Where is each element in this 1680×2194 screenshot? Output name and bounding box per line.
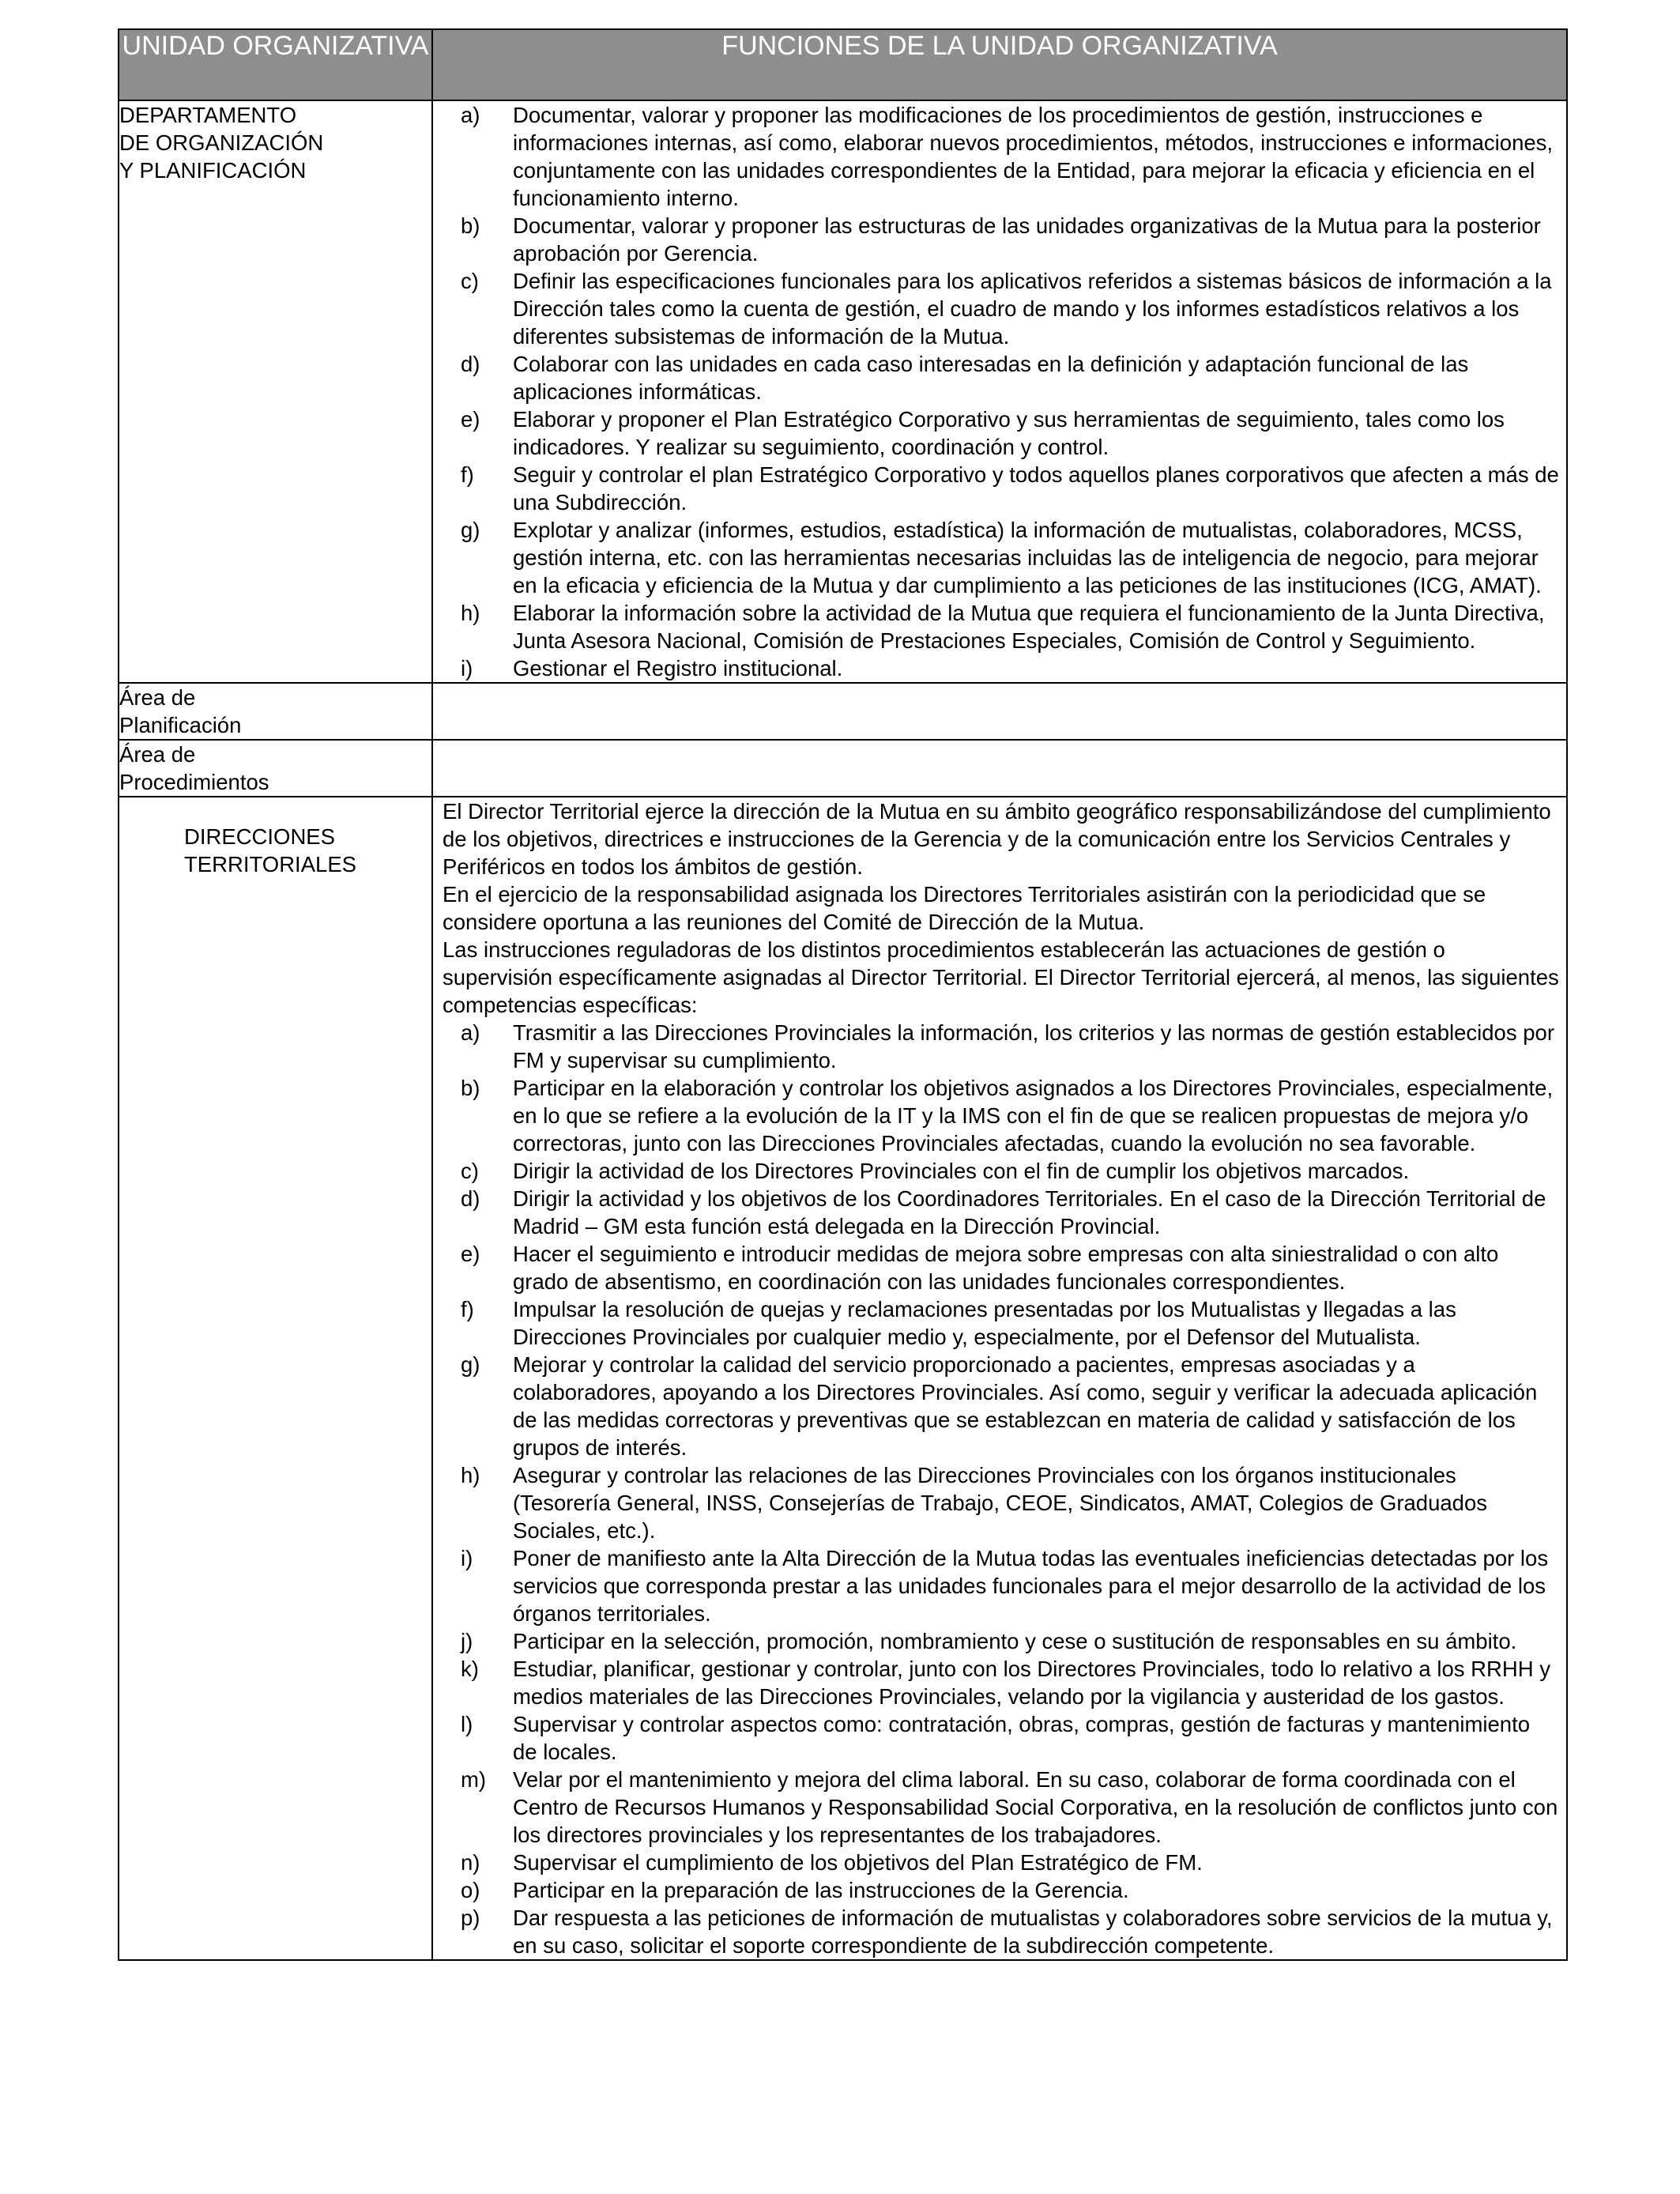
functions-departamento [432, 100, 1567, 683]
function-label: d) [461, 352, 480, 376]
function-item [433, 654, 1566, 682]
function-item [433, 1544, 1566, 1627]
row-departamento [119, 100, 1567, 683]
function-item [433, 599, 1566, 654]
intro-paragraph: Las instrucciones reguladoras de los distintos procedimientos establecerán las actuaciones de gestión o supervisión específicamente asignadas al Director Territorial. El Director Territorial ejercerá, al menos, las siguientes competencias específicas: [443, 937, 1559, 1017]
function-item [433, 1849, 1566, 1876]
function-label: f) [461, 1297, 474, 1321]
function-label: g) [461, 518, 480, 542]
function-label: j) [461, 1629, 473, 1653]
function-text: Mejorar y controlar la calidad del servicio proporcionado a pacientes, empresas asociadas y a colaboradores, apoyando a los Directores Provinciales. Así como, seguir y verificar la adecuada aplicación de las medidas correctoras y preventivas que se establezcan en materia de calidad y satisfacción de los grupos de interés. [513, 1352, 1538, 1460]
function-text: Supervisar el cumplimiento de los objetivos del Plan Estratégico de FM. [513, 1850, 1203, 1875]
function-text: Seguir y controlar el plan Estratégico Corporativo y todos aquellos planes corporativos que afecten a más de una Subdirección. [513, 462, 1559, 515]
function-item [433, 267, 1566, 350]
function-text: Gestionar el Registro institucional. [513, 656, 843, 680]
function-text: Participar en la elaboración y controlar los objetivos asignados a los Directores Provinciales, especialmente, en lo que se refiere a la evolución de la IT y la IMS con el fin de que se realicen propuestas de mejora y/o correctoras, junto con las Direcciones Provinciales afectadas, cuando la evolución no sea favorable. [513, 1076, 1554, 1155]
function-text: Trasmitir a las Direcciones Provinciales la información, los criterios y las normas de gestión establecidos por FM y supervisar su cumplimiento. [513, 1020, 1554, 1072]
functions-area-planificacion [432, 683, 1567, 740]
function-text: Elaborar la información sobre la actividad de la Mutua que requiera el funcionamiento de la Junta Directiva, Junta Asesora Nacional, Comisión de Prestaciones Especiales, Comisión de Control y Seguimiento. [513, 601, 1545, 653]
function-label: c) [461, 1159, 479, 1183]
function-item [433, 1876, 1566, 1904]
function-label: k) [461, 1657, 479, 1681]
function-text: Documentar, valorar y proponer las estructuras de las unidades organizativas de la Mutua para la posterior aprobación por Gerencia. [513, 213, 1541, 266]
function-text: Estudiar, planificar, gestionar y controlar, junto con los Directores Provinciales, todo lo relativo a los RRHH y medios materiales de las Direcciones Provinciales, velando por la vigilancia y austeridad de los gastos. [513, 1657, 1550, 1709]
function-label: n) [461, 1850, 480, 1875]
header-unit: UNIDAD ORGANIZATIVA [119, 29, 432, 100]
header-row [119, 29, 1567, 100]
function-label: l) [461, 1712, 473, 1736]
function-item [433, 1766, 1566, 1849]
function-label: c) [461, 269, 479, 293]
function-label: a) [461, 103, 480, 127]
function-label: b) [461, 213, 480, 238]
function-label: g) [461, 1352, 480, 1377]
functions-direcciones [432, 797, 1567, 1960]
area-name-planificacion: Área de Planificación [119, 685, 242, 737]
function-item [433, 1461, 1566, 1544]
unit-name-direcciones: DIRECCIONES TERRITORIALES [184, 824, 357, 876]
function-item [433, 405, 1566, 461]
function-text: Colaborar con las unidades en cada caso interesadas en la definición y adaptación funcional de las aplicaciones informáticas. [513, 352, 1469, 404]
function-label: f) [461, 462, 474, 487]
function-item [433, 1074, 1566, 1157]
intro-paragraph: El Director Territorial ejerce la dirección de la Mutua en su ámbito geográfico responsabilizándose del cumplimiento de los objetivos, directrices e instrucciones de la Gerencia y de la comunicación entre los Servicios Centrales y Periféricos en todos los ámbitos de gestión. [443, 799, 1551, 879]
function-text: Participar en la selección, promoción, nombramiento y cese o sustitución de responsables en su ámbito. [513, 1629, 1517, 1653]
function-item [433, 1710, 1566, 1766]
function-text: Participar en la preparación de las instrucciones de la Gerencia. [513, 1878, 1129, 1902]
function-label: o) [461, 1878, 480, 1902]
function-item [433, 212, 1566, 267]
function-label: p) [461, 1906, 480, 1930]
row-area-planificacion [119, 683, 1567, 740]
function-text: Asegurar y controlar las relaciones de las Direcciones Provinciales con los órganos institucionales (Tesorería General, INSS, Consejerías de Trabajo, CEOE, Sindicatos, AMAT, Colegios de Graduados Sociales, etc.). [513, 1463, 1488, 1543]
unit-area-procedimientos [119, 740, 432, 797]
function-text: Definir las especificaciones funcionales para los aplicativos referidos a sistemas básicos de información a la Dirección tales como la cuenta de gestión, el cuadro de mando y los informes estadísticos relativos a los diferentes subsistemas de información de la Mutua. [513, 269, 1552, 349]
function-text: Dar respuesta a las peticiones de información de mutualistas y colaboradores sobre servicios de la mutua y, en su caso, solicitar el soporte correspondiente de la subdirección competente. [513, 1906, 1553, 1958]
function-item [433, 1351, 1566, 1461]
functions-table [118, 28, 1568, 1961]
unit-name-departamento: DEPARTAMENTO DE ORGANIZACIÓN Y PLANIFICACIÓN [119, 103, 324, 183]
function-text: Velar por el mantenimiento y mejora del clima laboral. En su caso, colaborar de forma coordinada con el Centro de Recursos Humanos y Responsabilidad Social Corporativa, en la resolución de conflictos junto con los directores provinciales y los representantes de los trabajadores. [513, 1767, 1558, 1847]
function-item [433, 461, 1566, 516]
unit-area-planificacion [119, 683, 432, 740]
function-label: h) [461, 1463, 480, 1487]
function-item [433, 1019, 1566, 1074]
function-label: h) [461, 601, 480, 625]
function-item [433, 1627, 1566, 1655]
area-name-procedimientos: Área de Procedimientos [119, 742, 269, 794]
function-text: Explotar y analizar (informes, estudios, estadística) la información de mutualistas, colaboradores, MCSS, gestión interna, etc. con las herramientas necesarias incluidas las de inteligencia de negocio, para mejorar en la eficacia y eficiencia de la Mutua y dar cumplimiento a las peticiones de las instituciones (ICG, AMAT). [513, 518, 1542, 598]
function-text: Supervisar y controlar aspectos como: contratación, obras, compras, gestión de facturas y mantenimiento de locales. [513, 1712, 1531, 1764]
functions-area-procedimientos [432, 740, 1567, 797]
function-label: i) [461, 656, 473, 680]
function-item [433, 350, 1566, 405]
row-direcciones [119, 797, 1567, 1960]
function-text: Poner de manifiesto ante la Alta Dirección de la Mutua todas las eventuales ineficiencias detectadas por los servicios que corresponda prestar a las unidades funcionales para el mejor desarrollo de la actividad de los órganos territoriales. [513, 1546, 1549, 1626]
function-item [433, 516, 1566, 599]
function-text: Dirigir la actividad y los objetivos de los Coordinadores Territoriales. En el caso de la Dirección Territorial de Madrid – GM esta función está delegada en la Dirección Provincial. [513, 1186, 1546, 1238]
function-list-direcciones [433, 1019, 1566, 1959]
function-text: Documentar, valorar y proponer las modificaciones de los procedimientos de gestión, instrucciones e informaciones internas, así como, elaborar nuevos procedimientos, métodos, instrucciones e informaciones, conjuntamente con las unidades correspondientes de la Entidad, para mejorar la eficacia y eficiencia en el funcionamiento interno. [513, 103, 1554, 210]
intro-paragraph: En el ejercicio de la responsabilidad asignada los Directores Territoriales asistirán con la periodicidad que se considere oportuna a las reuniones del Comité de Dirección de la Mutua. [443, 882, 1486, 934]
function-label: e) [461, 407, 480, 432]
function-item [433, 1240, 1566, 1295]
function-text: Hacer el seguimiento e introducir medidas de mejora sobre empresas con alta siniestralidad o con alto grado de absentismo, en coordinación con las unidades funcionales correspondientes. [513, 1242, 1499, 1294]
function-label: b) [461, 1076, 480, 1100]
function-item [433, 1904, 1566, 1959]
intro-direcciones [433, 797, 1566, 1019]
function-text: Dirigir la actividad de los Directores Provinciales con el fin de cumplir los objetivos marcados. [513, 1159, 1410, 1183]
function-list-departamento [433, 101, 1566, 682]
function-item [433, 1655, 1566, 1710]
row-area-procedimientos [119, 740, 1567, 797]
function-item [433, 1295, 1566, 1351]
function-label: e) [461, 1242, 480, 1266]
function-item [433, 1185, 1566, 1240]
function-item [433, 1157, 1566, 1185]
header-functions: FUNCIONES DE LA UNIDAD ORGANIZATIVA [432, 29, 1567, 100]
unit-departamento [119, 100, 432, 683]
unit-direcciones [119, 797, 432, 1960]
function-label: d) [461, 1186, 480, 1211]
function-label: a) [461, 1020, 480, 1045]
function-text: Elaborar y proponer el Plan Estratégico Corporativo y sus herramientas de seguimiento, tales como los indicadores. Y realizar su seguimiento, coordinación y control. [513, 407, 1505, 459]
function-label: i) [461, 1546, 473, 1570]
function-text: Impulsar la resolución de quejas y reclamaciones presentadas por los Mutualistas y llegadas a las Direcciones Provinciales por cualquier medio y, especialmente, por el Defensor del Mutualista. [513, 1297, 1456, 1349]
function-item [433, 101, 1566, 212]
function-label: m) [461, 1767, 487, 1792]
